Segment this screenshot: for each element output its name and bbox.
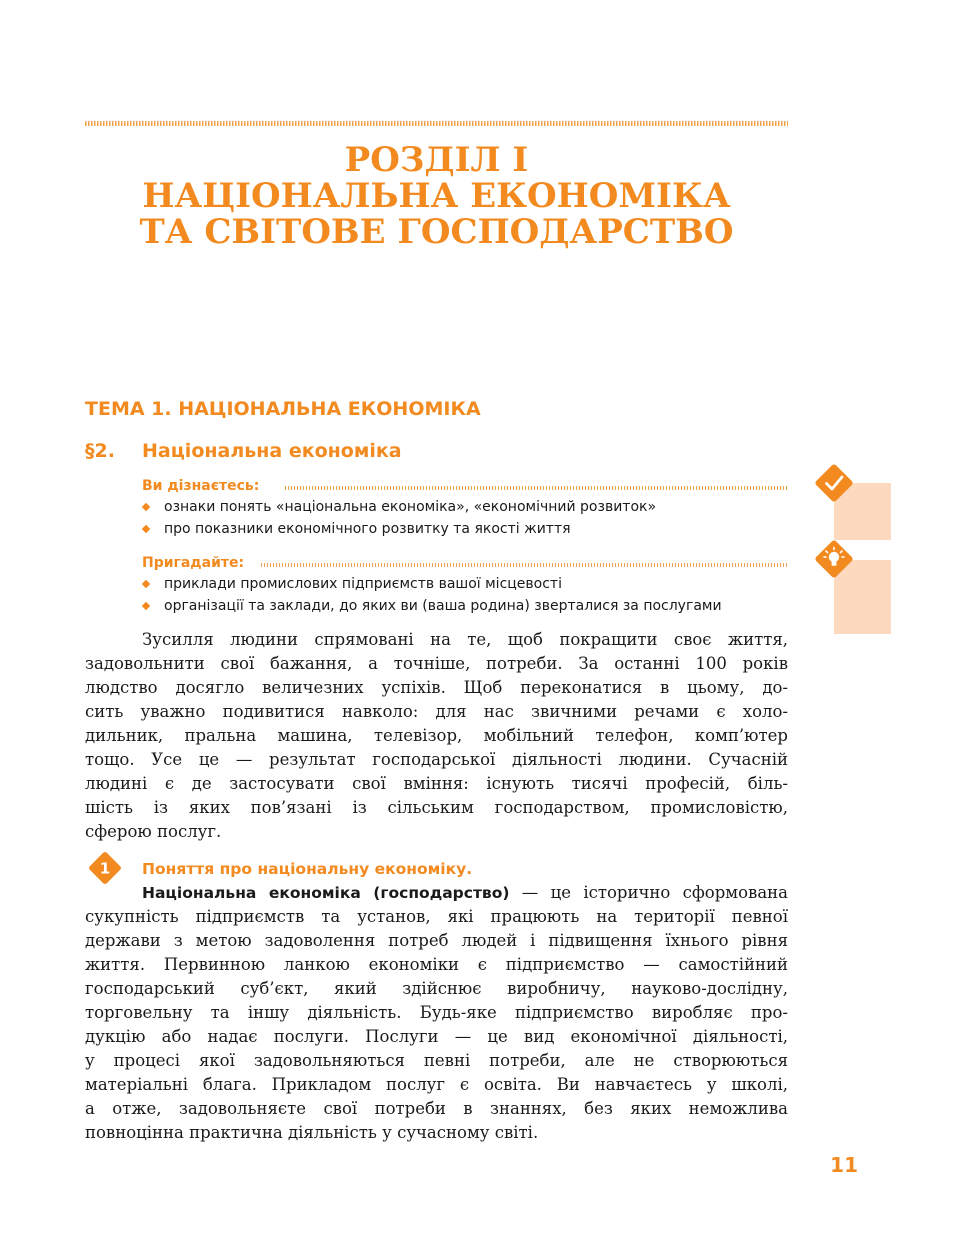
diamond-bullet-icon [142,503,150,511]
chapter-title-line: РОЗДІЛ І [344,140,529,180]
text-line: дукцію або надає послуги. Послуги — це вид економічної діяльності, [85,1027,788,1046]
intro-paragraph [85,628,788,844]
section-heading [85,438,402,464]
list-item: ознаки понять «національна економіка», «економічний розвиток» [142,496,656,518]
list-item: приклади промислових підприємств вашої місцевості [142,573,722,595]
text-line: торговельну та іншу діяльність. Будь-яке підприємство виробляє про- [85,1003,788,1022]
learn-dotted-rule [285,486,788,490]
text-line: а отже, задовольняєте свої потреби в знаннях, без яких неможлива [85,1099,788,1118]
text-line: сукупність підприємств та установ, які працюють на території певної [85,907,788,926]
diamond-bullet-icon [142,525,150,533]
text-line: у процесі якої задовольняються певні потреби, але не створюються [85,1051,788,1070]
recall-label: Пригадайте: [142,555,245,571]
definition-paragraph [85,881,788,1145]
recall-dotted-rule [261,563,788,567]
chapter-title-line: ТА СВІТОВЕ ГОСПОДАРСТВО [139,212,734,252]
text-line: матеріальні блага. Прикладом послуг є освіта. Ви навчаєтесь у школі, [85,1075,788,1094]
text-line: дильник, пральна машина, телевізор, мобільний телефон, комп’ютер [85,726,788,745]
list-item: організації та заклади, до яких ви (ваша родина) зверталися за послугами [142,595,722,617]
learn-list [142,496,656,540]
lightbulb-icon [815,540,853,578]
subsection-number: 1 [99,859,111,878]
text-line: держави з метою задоволення потреб людей і підвищення їхнього рівня [85,931,788,950]
page-number: 11 [830,1153,858,1177]
text-line: сить уважно подивитися навколо: для нас звичними речами є холо- [85,702,788,721]
top-dotted-rule [85,121,788,126]
text-line: життя. Первинною ланкою економіки є підприємство — самостійний [85,955,788,974]
list-item: про показники економічного розвитку та якості життя [142,518,656,540]
subsection-number-badge [88,851,122,885]
text-line: Зусилля людини спрямовані на те, щоб покращити своє життя, [142,630,788,649]
text-line: Національна економіка (господарство) — це історично сформована [142,883,788,902]
chapter-title [85,142,788,250]
text-line: господарський суб’єкт, який здійснює виробничу, науково-дослідну, [85,979,788,998]
recall-list [142,573,722,617]
text-line: повноцінна практична діяльність у сучасному світі. [85,1123,539,1142]
text-line: людство досягло величезних успіхів. Щоб переконатися в цьому, до- [85,678,788,697]
text-line: тощо. Усе це — результат господарської діяльності людини. Сучасній [85,750,788,769]
learn-label: Ви дізнаєтесь: [142,478,260,494]
text-line: задовольнити свої бажання, а точніше, потреби. За останні 100 років [85,654,788,673]
diamond-bullet-icon [142,580,150,588]
text-line: сферою послуг. [85,822,222,841]
defined-term: Національна економіка (господарство) [142,884,510,902]
subsection-title: Поняття про національну економіку. [142,860,473,878]
section-title: Національна економіка [142,440,402,462]
chapter-title-line: НАЦІОНАЛЬНА ЕКОНОМІКА [142,176,731,216]
section-number: §2. [85,440,115,462]
checkmark-icon [815,464,853,502]
diamond-bullet-icon [142,602,150,610]
text-line: шість із яких пов’язані із сільським господарством, промисловістю, [85,798,788,817]
topic-heading: ТЕМА 1. НАЦІОНАЛЬНА ЕКОНОМІКА [85,398,481,420]
text-line: людині є де застосувати свої вміння: існують тисячі професій, біль- [85,774,788,793]
